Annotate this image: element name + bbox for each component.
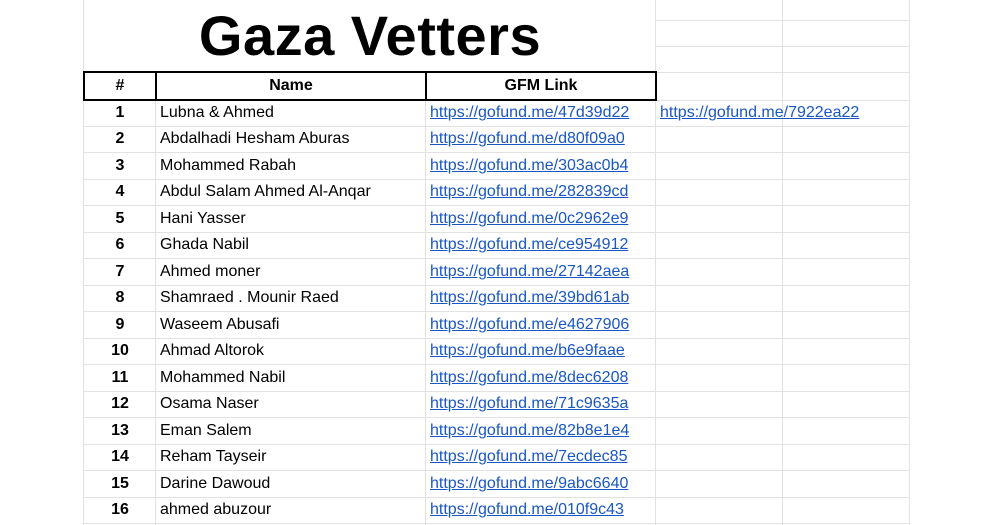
table-row [0, 285, 1000, 311]
name-cell[interactable]: Shamraed . Mounir Raed [160, 289, 339, 306]
gfm-link[interactable]: https://gofund.me/27142aea [430, 263, 630, 280]
row-number[interactable]: 1 [115, 104, 125, 121]
table-row [0, 153, 1000, 179]
gridline [655, 20, 909, 21]
row-number[interactable]: 16 [111, 501, 129, 518]
row-number[interactable]: 5 [115, 210, 125, 227]
row-number[interactable]: 9 [115, 316, 125, 333]
name-cell[interactable]: Abdalhadi Hesham Aburas [160, 130, 350, 147]
header-num[interactable]: # [115, 77, 125, 94]
extra-gfm-link[interactable]: https://gofund.me/7922ea22 [660, 104, 860, 121]
name-cell[interactable]: Lubna & Ahmed [160, 104, 274, 121]
table-row [0, 179, 1000, 205]
name-cell[interactable]: Osama Naser [160, 395, 259, 412]
table-row [0, 126, 1000, 152]
row-number[interactable]: 3 [115, 157, 125, 174]
gridline [655, 46, 909, 47]
gfm-link[interactable]: https://gofund.me/9abc6640 [430, 475, 629, 492]
gfm-link[interactable]: https://gofund.me/71c9635a [430, 395, 629, 412]
name-cell[interactable]: Mohammed Nabil [160, 369, 286, 386]
gfm-link[interactable]: https://gofund.me/b6e9faae [430, 342, 625, 359]
name-cell[interactable]: Eman Salem [160, 422, 252, 439]
name-cell[interactable]: Ahmad Altorok [160, 342, 265, 359]
name-cell[interactable]: Reham Tayseir [160, 448, 267, 465]
row-number[interactable]: 7 [115, 263, 125, 280]
header-name[interactable]: Name [269, 77, 313, 94]
table-row [0, 312, 1000, 338]
row-number[interactable]: 11 [111, 369, 129, 386]
table-row [0, 100, 1000, 126]
name-cell[interactable]: Darine Dawoud [160, 475, 271, 492]
gfm-link[interactable]: https://gofund.me/8dec6208 [430, 369, 629, 386]
table-row [0, 497, 1000, 523]
table-row [0, 418, 1000, 444]
name-cell[interactable]: Hani Yasser [160, 210, 246, 227]
table-row [0, 232, 1000, 258]
gfm-link[interactable]: https://gofund.me/0c2962e9 [430, 210, 629, 227]
header-gfm-link[interactable]: GFM Link [504, 77, 578, 94]
gridline [655, 72, 909, 73]
row-number[interactable]: 12 [111, 395, 129, 412]
table-row [0, 391, 1000, 417]
name-cell[interactable]: Waseem Abusafi [160, 316, 280, 333]
table-row [0, 259, 1000, 285]
table-header [83, 71, 657, 101]
gfm-link[interactable]: https://gofund.me/303ac0b4 [430, 157, 629, 174]
gfm-link[interactable]: https://gofund.me/47d39d22 [430, 104, 630, 121]
name-cell[interactable]: Ghada Nabil [160, 236, 249, 253]
gfm-link[interactable]: https://gofund.me/d80f09a0 [430, 130, 625, 147]
sheet-title[interactable]: Gaza Vetters [198, 4, 542, 67]
table-row [0, 444, 1000, 470]
table-row [0, 206, 1000, 232]
name-cell[interactable]: Abdul Salam Ahmed Al-Anqar [160, 183, 371, 200]
name-cell[interactable]: Ahmed moner [160, 263, 261, 280]
row-number[interactable]: 8 [115, 289, 125, 306]
row-number[interactable]: 13 [111, 422, 129, 439]
gfm-link[interactable]: https://gofund.me/39bd61ab [430, 289, 630, 306]
gfm-link[interactable]: https://gofund.me/7ecdec85 [430, 448, 628, 465]
row-number[interactable]: 4 [115, 183, 125, 200]
gridline [83, 523, 909, 524]
table-row [0, 471, 1000, 497]
row-number[interactable]: 14 [111, 448, 129, 465]
gfm-link[interactable]: https://gofund.me/ce954912 [430, 236, 629, 253]
table-row [0, 365, 1000, 391]
row-number[interactable]: 6 [115, 236, 125, 253]
name-cell[interactable]: Mohammed Rabah [160, 157, 297, 174]
row-number[interactable]: 2 [115, 130, 125, 147]
gfm-link[interactable]: https://gofund.me/e4627906 [430, 316, 630, 333]
gfm-link[interactable]: https://gofund.me/82b8e1e4 [430, 422, 630, 439]
gfm-link[interactable]: https://gofund.me/010f9c43 [430, 501, 624, 518]
row-number[interactable]: 15 [111, 475, 129, 492]
name-cell[interactable]: ahmed abuzour [160, 501, 272, 518]
table-row [0, 338, 1000, 364]
row-number[interactable]: 10 [111, 342, 129, 359]
gfm-link[interactable]: https://gofund.me/282839cd [430, 183, 629, 200]
